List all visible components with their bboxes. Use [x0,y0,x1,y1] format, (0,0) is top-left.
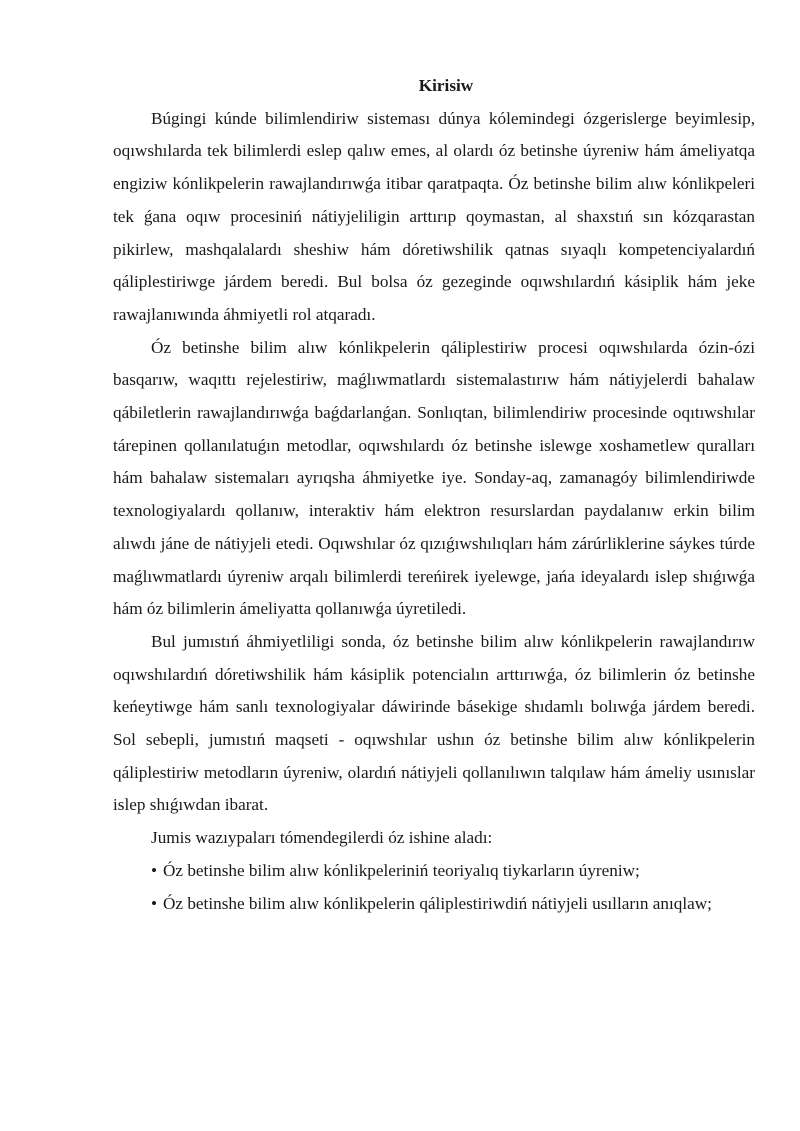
task-item-2 [113,888,755,921]
task-item-text: Óz betinshe bilim alıw kónlikpeleriniń teoriyalıq tiykarların úyreniw; [163,860,640,880]
document-page [113,70,755,920]
paragraph-1: Búgingi kúnde bilimlendiriw sisteması dúnya kólemindegi ózgerislerge beyimlesip, oqıwshılarda tek bilimlerdi eslep qalıw emes, al olardı óz betinshe úyreniw hám ámeliyatqa engiziw kónlikpelerin rawajlandırıwǵa itibar qaratpaqta. Óz betinshe bilim alıw kónlikpeleri tek ǵana oqıw procesiniń nátiyjeliligin arttırıp qoymastan, al shaxstıń sın kózqarastan pikirlew, mashqalalardı sheshiw hám dóretiwshilik qatnas sıyaqlı kompetenciyalardıń qáliplestiriwge járdem beredi. Bul bolsa óz gezeginde oqıwshılardıń kásiplik hám jeke rawajlanıwında áhmiyetli rol atqaradı. [113,108,755,324]
document-title: Kirisiw [418,76,474,95]
bullet-icon: • [151,893,158,913]
paragraph-3: Bul jumıstıń áhmiyetliligi sonda, óz betinshe bilim alıw kónlikpelerin rawajlandırıw oqıwshılardıń dóretiwshilik hám kásiplik potencialın arttırıwǵa, óz bilimlerin óz betinshe keńeytiwge hám sanlı texnologiyalar dáwirinde básekige shıdamlı bolıwǵa járdem beredi. Sol sebepli, jumıstıń maqseti - oqıwshılar ushın óz betinshe bilim alıw kónlikpelerin qáliplestiriw metodların úyreniw, olardıń nátiyjeli qollanılıwın talqılaw hám ámeliy usınıslar islep shıǵıwdan ibarat. [113,631,755,815]
tasks-intro: Jumis wazıypaları tómendegilerdi óz ishine aladı: [151,828,493,848]
paragraph-2: Óz betinshe bilim alıw kónlikpelerin qáliplestiriw procesi oqıwshılarda ózin-ózi basqarıw, waqıttı rejelestiriw, maǵlıwmatlardı sistemalastırıw hám nátiyjelerdi bahalaw qábiletlerin rawajlandırıwǵa baǵdarlanǵan. Sonlıqtan, bilimlendiriw procesinde oqıtıwshılar tárepinen qollanılatuǵın metodlar, oqıwshılardı óz betinshe islewge xoshametlew quralları hám bahalaw sistemaları ayrıqsha áhmiyetke iye. Sonday-aq, zamanagóy bilimlendiriwde texnologiyalardı qollanıw, interaktiv hám elektron resurslardan paydalanıw erkin bilim alıwdı jáne de nátiyjeli etedi. Oqıwshılar óz qızıǵıwshılıqları hám zárúrliklerine sáykes túrde maǵlıwmatlardı úyreniw arqalı bilimlerdi tereńirek iyelewge, jańa ideyalardı islep shıǵıwǵa hám óz bilimlerin ámeliyatta qollanıwǵa úyretiledi. [113,337,755,619]
bullet-icon: • [151,860,158,880]
task-item-1 [113,855,755,888]
task-item-text: Óz betinshe bilim alıw kónlikpelerin qáliplestiriwdiń nátiyjeli usılların anıqlaw; [163,893,712,913]
